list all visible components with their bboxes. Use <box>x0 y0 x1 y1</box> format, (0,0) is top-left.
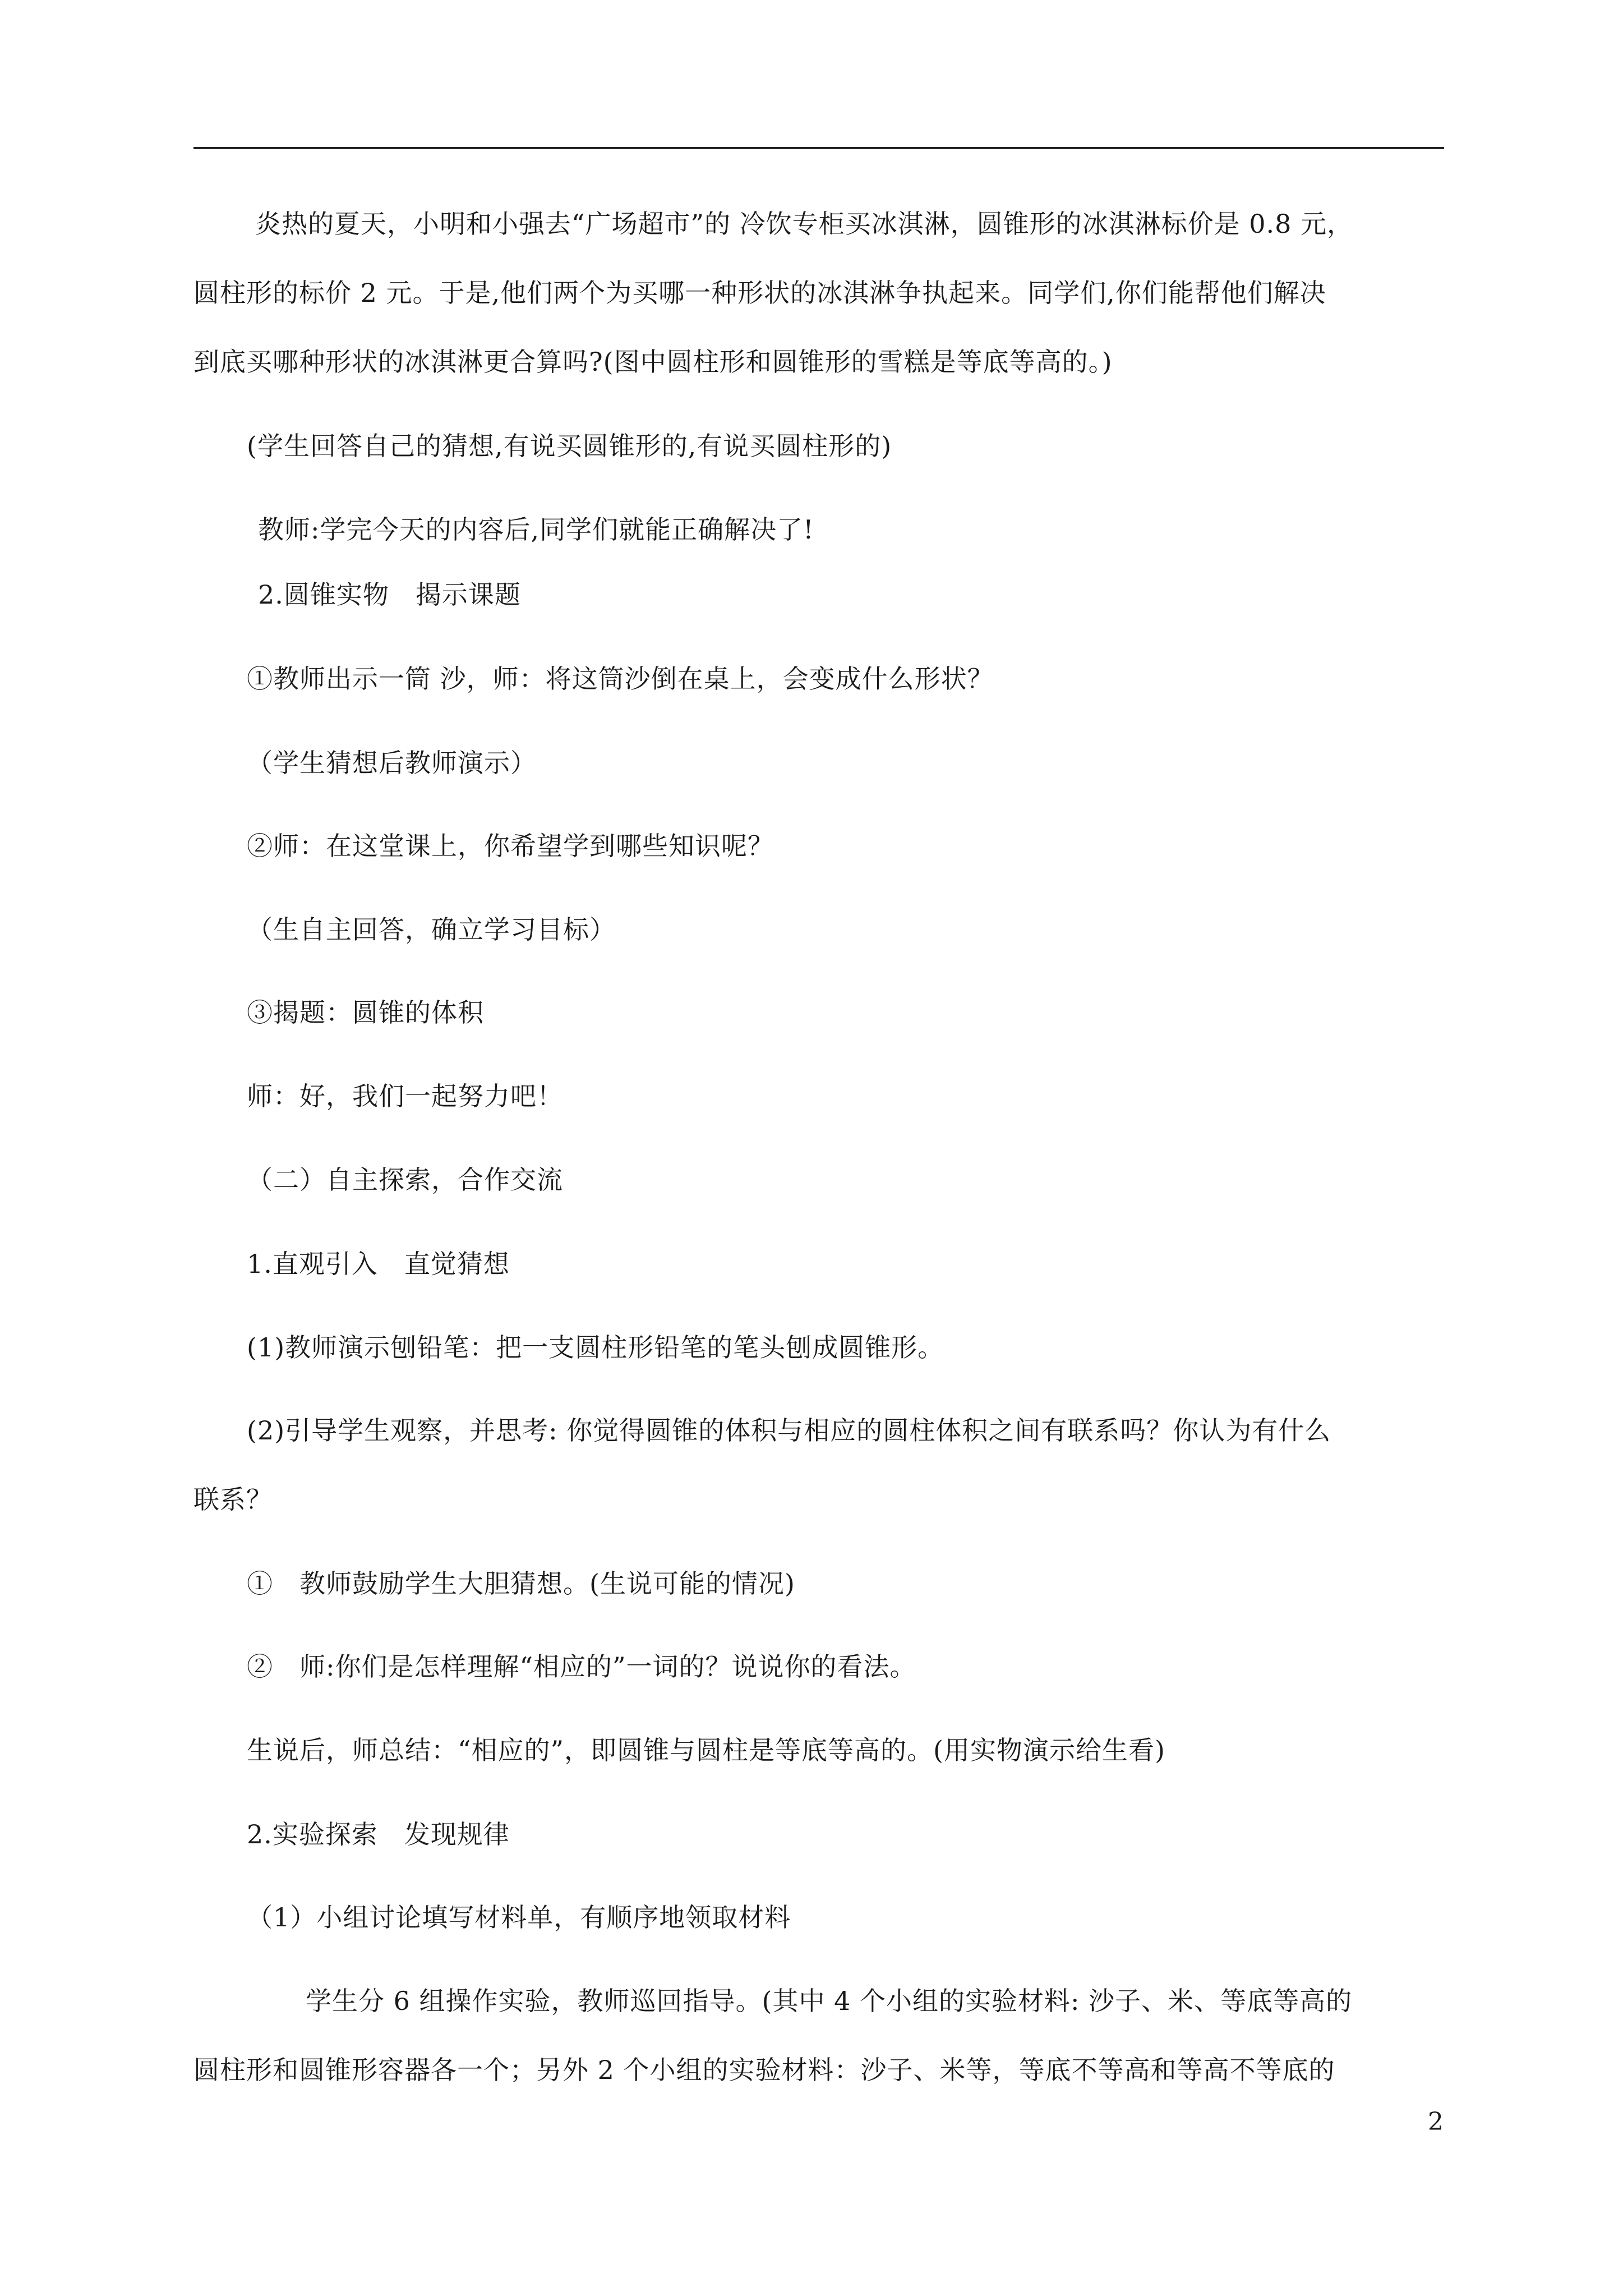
paragraph-encourage-guess: ① 教师鼓励学生大胆猜想。(生说可能的情况) <box>247 1568 795 1599</box>
paragraph-experiment-line-1: 学生分 6 组操作实验，教师巡回指导。(其中 4 个小组的实验材料: 沙子、米、等底等高的 <box>306 1986 1353 2016</box>
paragraph-pencil-demo: (1)教师演示刨铅笔：把一支圆柱形铅笔的笔头刨成圆锥形。 <box>247 1332 944 1363</box>
paragraph-step-3: ③揭题：圆锥的体积 <box>247 997 484 1028</box>
paragraph-guide-observe-line-1: (2)引导学生观察，并思考: 你觉得圆锥的体积与相应的圆柱体积之间有联系吗？你认为有什么 <box>247 1415 1331 1446</box>
paragraph-experiment-line-2: 圆柱形和圆锥形容器各一个；另外 2 个小组的实验材料：沙子、米等，等底不等高和等高不等底的 <box>193 2055 1335 2085</box>
header-rule <box>193 147 1444 149</box>
paragraph-teacher-summary: 生说后，师总结：“相应的”，即圆锥与圆柱是等底等高的。(用实物演示给生看) <box>247 1735 1165 1765</box>
paragraph-intro-line-1: 炎热的夏天，小明和小强去“广场超市”的 冷饮专柜买冰淇淋，圆锥形的冰淇淋标价是 0.8 元， <box>255 209 1354 239</box>
paragraph-guide-observe-line-2: 联系？ <box>193 1484 273 1515</box>
section-heading-experiment: 2.实验探索 发现规律 <box>247 1819 510 1849</box>
paragraph-intro-line-2: 圆柱形的标价 2 元。于是,他们两个为买哪一种形状的冰淇淋争执起来。同学们,你们能帮他们解决 <box>193 278 1326 308</box>
paragraph-understand-corresponding: ② 师:你们是怎样理解“相应的”一词的？说说你的看法。 <box>247 1651 916 1682</box>
paragraph-intro-line-3: 到底买哪种形状的冰淇淋更合算吗?(图中圆柱形和圆锥形的雪糕是等底等高的。) <box>193 347 1113 377</box>
paragraph-step-1: ①教师出示一筒 沙，师：将这筒沙倒在桌上，会变成什么形状？ <box>247 664 994 694</box>
paragraph-student-guesses: (学生回答自己的猜想,有说买圆锥形的,有说买圆柱形的) <box>247 431 892 461</box>
page-number: 2 <box>1428 2108 1444 2136</box>
paragraph-group-discussion: （1）小组讨论填写材料单，有顺序地领取材料 <box>247 1902 791 1932</box>
paragraph-learning-goals: （生自主回答，确立学习目标） <box>247 914 616 945</box>
section-heading-explore: （二）自主探索，合作交流 <box>247 1165 563 1195</box>
paragraph-teacher-remark: 教师:学完今天的内容后,同学们就能正确解决了! <box>258 514 814 545</box>
section-heading-intuition: 1.直观引入 直觉猜想 <box>247 1249 510 1279</box>
paragraph-student-guess-demo: （学生猜想后教师演示） <box>247 748 537 778</box>
paragraph-step-2: ②师：在这堂课上，你希望学到哪些知识呢？ <box>247 831 774 861</box>
section-heading-cone-object: 2.圆锥实物 揭示课题 <box>258 579 521 610</box>
paragraph-teacher-encourage: 师：好，我们一起努力吧！ <box>247 1081 563 1111</box>
